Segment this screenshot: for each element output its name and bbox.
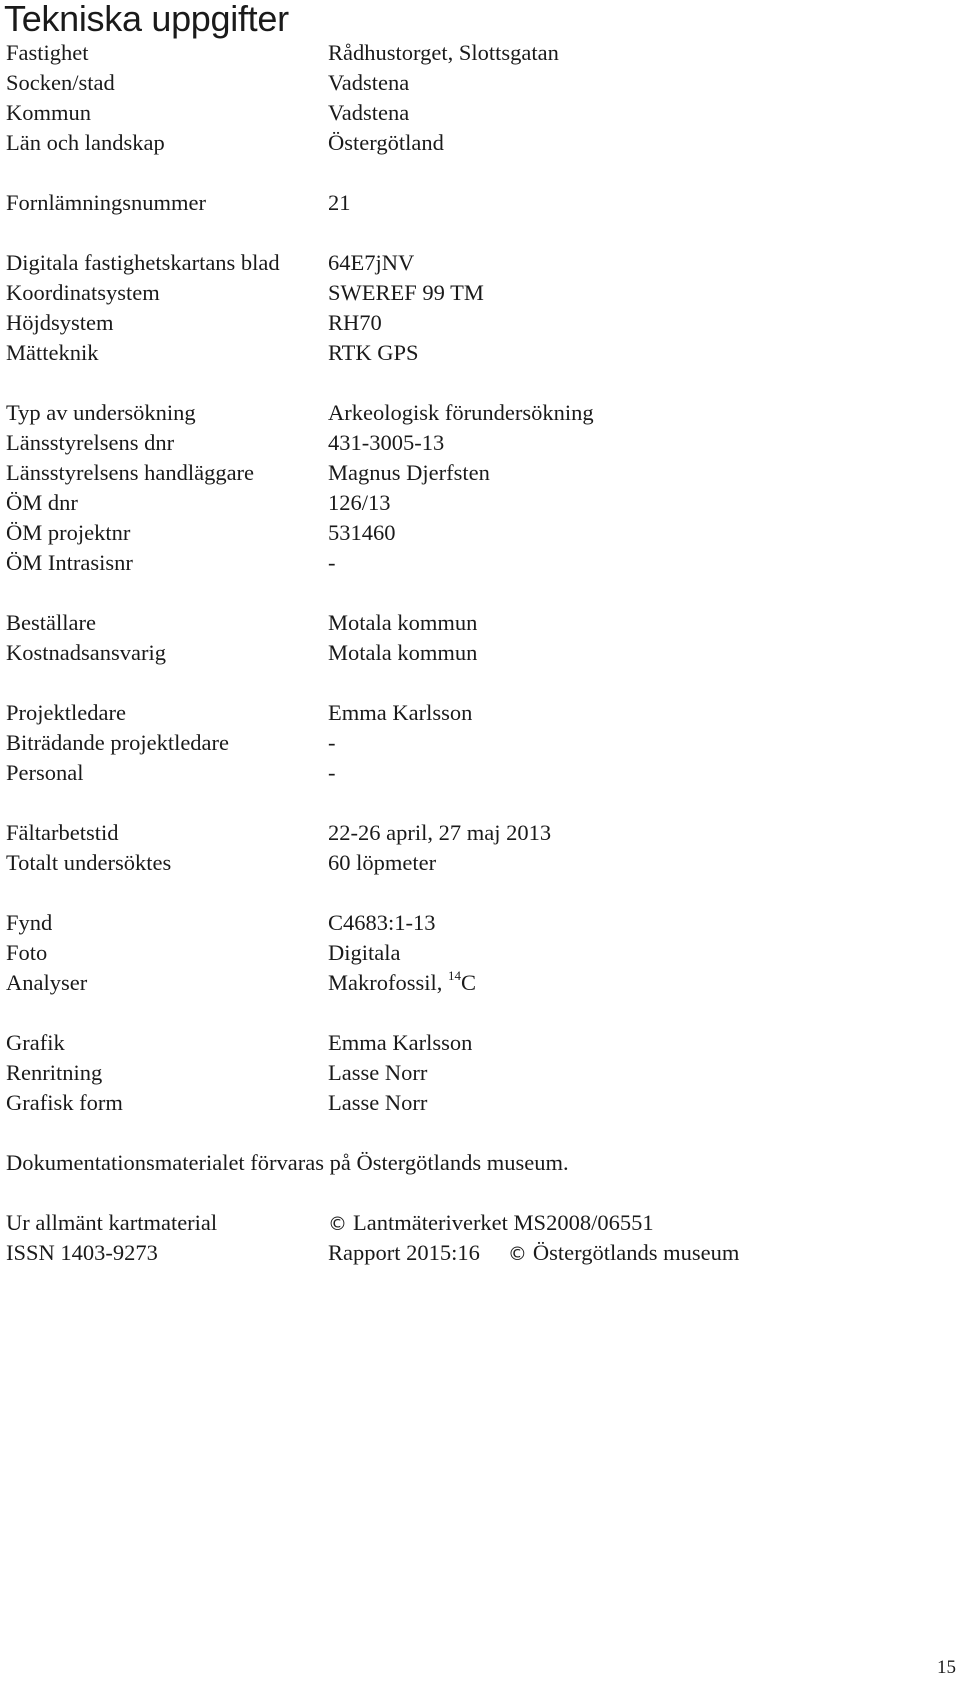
detail-value: Rådhustorget, Slottsgatan [328, 40, 559, 65]
detail-row [6, 278, 906, 308]
detail-value: 531460 [328, 520, 396, 545]
report-number: Rapport 2015:16 [328, 1240, 480, 1265]
detail-row [6, 1058, 906, 1088]
credits [6, 1208, 906, 1268]
details-groups [6, 38, 906, 1118]
detail-value [328, 968, 906, 998]
detail-label: Mätteknik [6, 340, 99, 365]
detail-value: Magnus Djerfsten [328, 460, 490, 485]
detail-row [6, 1028, 906, 1058]
detail-row [6, 68, 906, 98]
detail-label: Personal [6, 760, 84, 785]
isotope-superscript: 14 [448, 968, 461, 983]
detail-label: Biträdande projektledare [6, 730, 230, 755]
detail-value: Lasse Norr [328, 1090, 428, 1115]
detail-label: Beställare [6, 610, 96, 635]
map-credit-row [6, 1208, 906, 1238]
detail-value: Motala kommun [328, 640, 478, 665]
detail-value: 22-26 april, 27 maj 2013 [328, 820, 552, 845]
detail-row [6, 758, 906, 788]
report-credit [328, 1238, 906, 1268]
details-group [6, 398, 906, 578]
detail-row [6, 1088, 906, 1118]
issn: ISSN 1403-9273 [6, 1240, 158, 1265]
detail-row [6, 488, 906, 518]
detail-value: 60 löpmeter [328, 850, 437, 875]
detail-label: Foto [6, 940, 48, 965]
details-group [6, 818, 906, 878]
details-group [6, 1028, 906, 1118]
details-group [6, 608, 906, 668]
detail-label: Kommun [6, 100, 92, 125]
detail-value: Emma Karlsson [328, 700, 473, 725]
detail-value: Vadstena [328, 70, 410, 95]
detail-value: - [328, 550, 336, 575]
detail-label: Fastighet [6, 40, 89, 65]
detail-value: - [328, 760, 336, 785]
detail-value: 126/13 [328, 490, 391, 515]
detail-row [6, 938, 906, 968]
detail-value: Östergötland [328, 130, 444, 155]
detail-value: 21 [328, 190, 351, 215]
issn-row [6, 1238, 906, 1268]
detail-row [6, 308, 906, 338]
detail-row [6, 98, 906, 128]
isotope-symbol: C [461, 970, 477, 995]
copyright-icon: © [507, 1243, 527, 1265]
detail-value: Arkeologisk förundersökning [328, 400, 594, 425]
detail-row [6, 188, 906, 218]
detail-label: Länsstyrelsens dnr [6, 430, 175, 455]
detail-row [6, 818, 906, 848]
detail-label: Typ av undersökning [6, 400, 196, 425]
detail-label: Grafik [6, 1030, 65, 1055]
detail-row [6, 728, 906, 758]
detail-row [6, 848, 906, 878]
detail-value: Emma Karlsson [328, 1030, 473, 1055]
detail-row [6, 908, 906, 938]
detail-label: ÖM dnr [6, 490, 78, 515]
map-credit-text: Lantmäteriverket MS2008/06551 [353, 1210, 654, 1235]
detail-row [6, 698, 906, 728]
detail-label: Totalt undersöktes [6, 850, 172, 875]
detail-label: ÖM projektnr [6, 520, 131, 545]
detail-label: Koordinatsystem [6, 280, 160, 305]
details-group [6, 698, 906, 788]
detail-label: Fornlämningsnummer [6, 190, 206, 215]
technical-details [6, 38, 906, 1268]
detail-row [6, 518, 906, 548]
detail-label: Fältarbetstid [6, 820, 119, 845]
detail-row [6, 428, 906, 458]
detail-value: Vadstena [328, 100, 410, 125]
detail-row [6, 398, 906, 428]
detail-label: Länsstyrelsens handläggare [6, 460, 255, 485]
detail-row [6, 128, 906, 158]
detail-label: Grafisk form [6, 1090, 123, 1115]
detail-label: Län och landskap [6, 130, 165, 155]
detail-value: 431-3005-13 [328, 430, 445, 455]
detail-row [6, 638, 906, 668]
copyright-icon: © [328, 1213, 347, 1235]
detail-row [6, 548, 906, 578]
map-credit-label: Ur allmänt kartmaterial [6, 1210, 218, 1235]
detail-row [6, 608, 906, 638]
detail-value: RTK GPS [328, 340, 419, 365]
detail-row [6, 968, 906, 998]
details-group [6, 248, 906, 368]
details-group [6, 908, 906, 998]
detail-value: - [328, 730, 336, 755]
detail-label: Kostnadsansvarig [6, 640, 166, 665]
page-number: 15 [937, 1657, 956, 1678]
detail-value: RH70 [328, 310, 382, 335]
detail-label: Renritning [6, 1060, 103, 1085]
detail-label: Analyser [6, 970, 88, 995]
details-group [6, 188, 906, 218]
detail-value: Motala kommun [328, 610, 478, 635]
detail-label: Projektledare [6, 700, 126, 725]
museum-name: Östergötlands museum [532, 1240, 740, 1265]
detail-label: Socken/stad [6, 70, 115, 95]
page-title: Tekniska uppgifter [4, 0, 289, 39]
detail-label: ÖM Intrasisnr [6, 550, 133, 575]
detail-row [6, 248, 906, 278]
map-credit-value [328, 1208, 906, 1238]
detail-row [6, 458, 906, 488]
detail-value: C4683:1-13 [328, 910, 436, 935]
detail-value: Digitala [328, 940, 401, 965]
detail-value: SWEREF 99 TM [328, 280, 484, 305]
detail-label: Höjdsystem [6, 310, 114, 335]
detail-value: Lasse Norr [328, 1060, 428, 1085]
detail-label: Fynd [6, 910, 53, 935]
storage-note: Dokumentationsmaterialet förvaras på Östergötlands museum. [6, 1150, 569, 1175]
detail-row [6, 38, 906, 68]
detail-value: 64E7jNV [328, 250, 415, 275]
detail-label: Digitala fastighetskartans blad [6, 250, 280, 275]
detail-value-text: Makrofossil, [328, 970, 448, 995]
detail-row [6, 338, 906, 368]
details-group [6, 38, 906, 158]
